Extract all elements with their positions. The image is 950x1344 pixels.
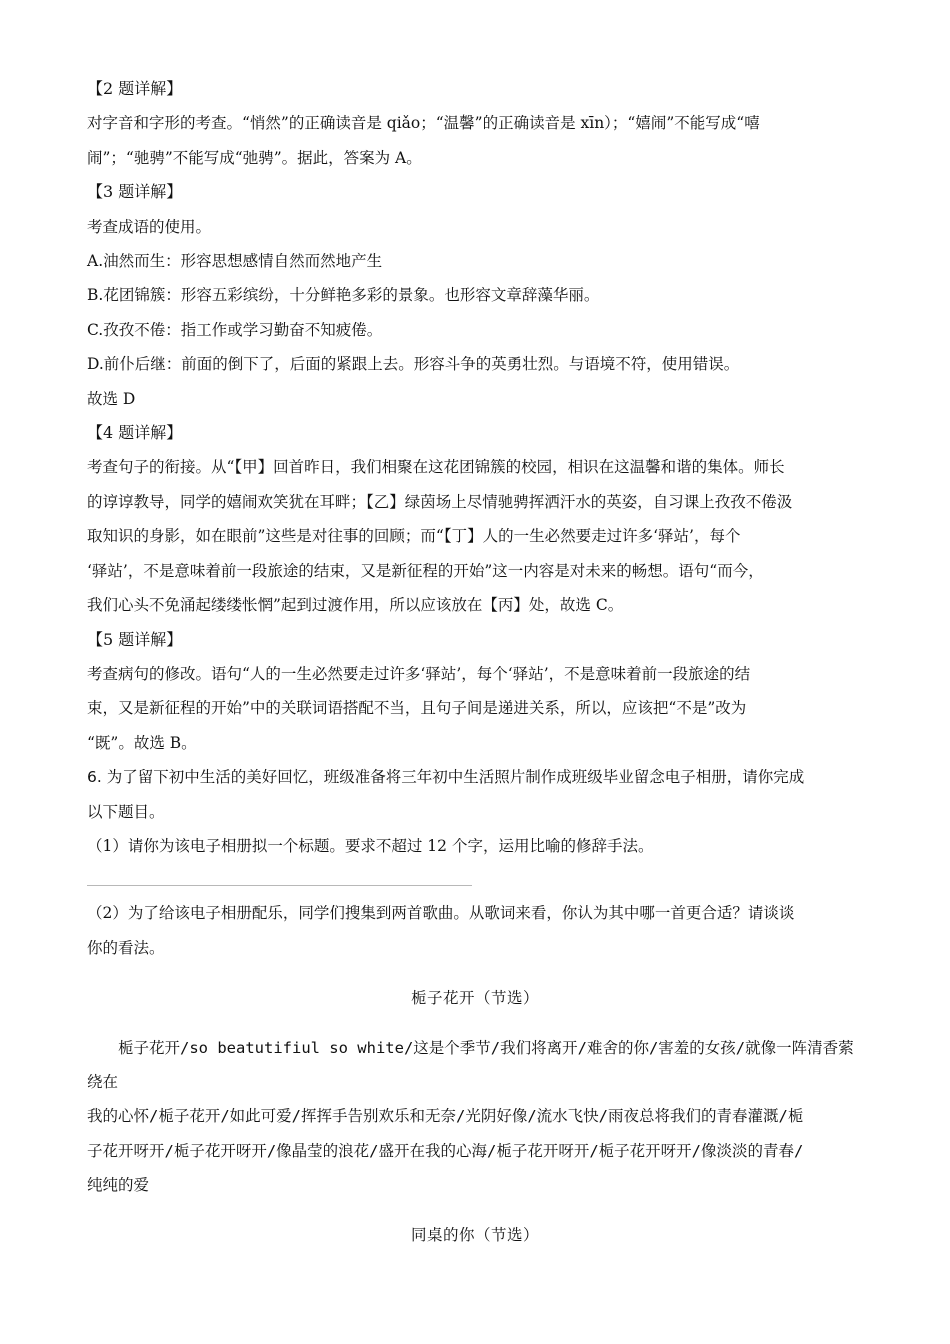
song-1-lyrics-line: 子花开呀开/栀子花开呀开/像晶莹的浪花/盛开在我的心海/栀子花开呀开/栀子花开呀开/像淡淡的青春/	[87, 1141, 804, 1160]
question-6-part-1: （1）请你为该电子相册拟一个标题。要求不超过 12 个字，运用比喻的修辞手法。	[87, 836, 654, 855]
explanation-3-option-a: A.油然而生：形容思想感情自然而然地产生	[87, 252, 383, 271]
explanation-4-line: 我们心头不免涌起缕缕怅惘”起到过渡作用，所以应该放在【丙】处，故选 C。	[87, 596, 624, 615]
explanation-3-heading: 【3 题详解】	[87, 182, 183, 202]
explanation-3-option-d: D.前仆后继：前面的倒下了，后面的紧跟上去。形容斗争的英勇壮烈。与语境不符，使用错误。	[87, 355, 740, 374]
question-number: 6.	[87, 768, 102, 787]
explanation-4-line: 考查句子的衔接。从“【甲】回首昨日，我们相聚在这花团锦簇的校园，相识在这温馨和谐的集体。师长	[87, 458, 785, 477]
explanation-5-heading: 【5 题详解】	[87, 629, 183, 649]
question-6-part-2-line: 你的看法。	[87, 938, 165, 957]
explanation-4-heading: 【4 题详解】	[87, 423, 183, 443]
explanation-4-line: 取知识的身影，如在眼前”这些是对往事的回顾；而“【丁】人的一生必然要走过许多‘驿站’，每个	[87, 527, 741, 546]
song-1-lyrics-line: 我的心怀/栀子花开/如此可爱/挥挥手告别欢乐和无奈/光阴好像/流水飞快/雨夜总将我们的青春灌溉/栀	[87, 1107, 804, 1126]
explanation-2-heading: 【2 题详解】	[87, 79, 183, 98]
explanation-2-line: 闹”；“驰骋”不能写成“弛骋”。据此，答案为 A。	[87, 148, 422, 167]
explanation-2-line: 对字音和字形的考查。“悄然”的正确读音是 qiǎo；“温馨”的正确读音是 xīn）；“嬉闹”不能写成“嘻	[87, 114, 760, 133]
explanation-5-line: “既”。故选 B。	[87, 733, 197, 752]
song-1-lyrics-line: 栀子花开/so beatutifiul so white/这是个季节/我们将离开/难舍的你/害羞的女孩/就像一阵清香萦绕在	[87, 1038, 854, 1091]
answer-line	[87, 885, 472, 886]
question-6-stem	[87, 760, 863, 794]
question-6-part-2: （2）为了给该电子相册配乐，同学们搜集到两首歌曲。从歌词来看，你认为其中哪一首更合适？请谈谈	[87, 904, 795, 923]
song-2-title: 同桌的你（节选）	[410, 1226, 539, 1245]
explanation-4-line: 的谆谆教导，同学的嬉闹欢笑犹在耳畔；【乙】绿茵场上尽情驰骋挥洒汗水的英姿，自习课上孜孜不倦汲	[87, 492, 793, 511]
document-page	[87, 72, 863, 1268]
song-1-lyrics-line: 纯纯的爱	[87, 1176, 150, 1195]
explanation-3-option-b: B.花团锦簇：形容五彩缤纷，十分鲜艳多彩的景象。也形容文章辞藻华丽。	[87, 286, 600, 305]
song-1-title: 栀子花开（节选）	[410, 988, 539, 1007]
explanation-3-line: 考查成语的使用。	[87, 217, 212, 236]
explanation-3-option-c: C.孜孜不倦：指工作或学习勤奋不知疲倦。	[87, 320, 383, 339]
explanation-3-answer: 故选 D	[87, 389, 136, 408]
explanation-4-line: ‘驿站’，不是意味着前一段旅途的结束，又是新征程的开始”这一内容是对未来的畅想。语句“而今，	[87, 561, 764, 580]
question-6-stem-line: 以下题目。	[87, 802, 165, 821]
explanation-5-line: 考查病句的修改。语句“人的一生必然要走过许多‘驿站’，每个‘驿站’，不是意味着前一段旅途的结	[87, 664, 751, 683]
question-6-stem-text: 为了留下初中生活的美好回忆，班级准备将三年初中生活照片制作成班级毕业留念电子相册，请你完成	[101, 768, 805, 787]
explanation-5-line: 束，又是新征程的开始”中的关联词语搭配不当，且句子间是递进关系，所以，应该把“不是”改为	[87, 699, 747, 718]
